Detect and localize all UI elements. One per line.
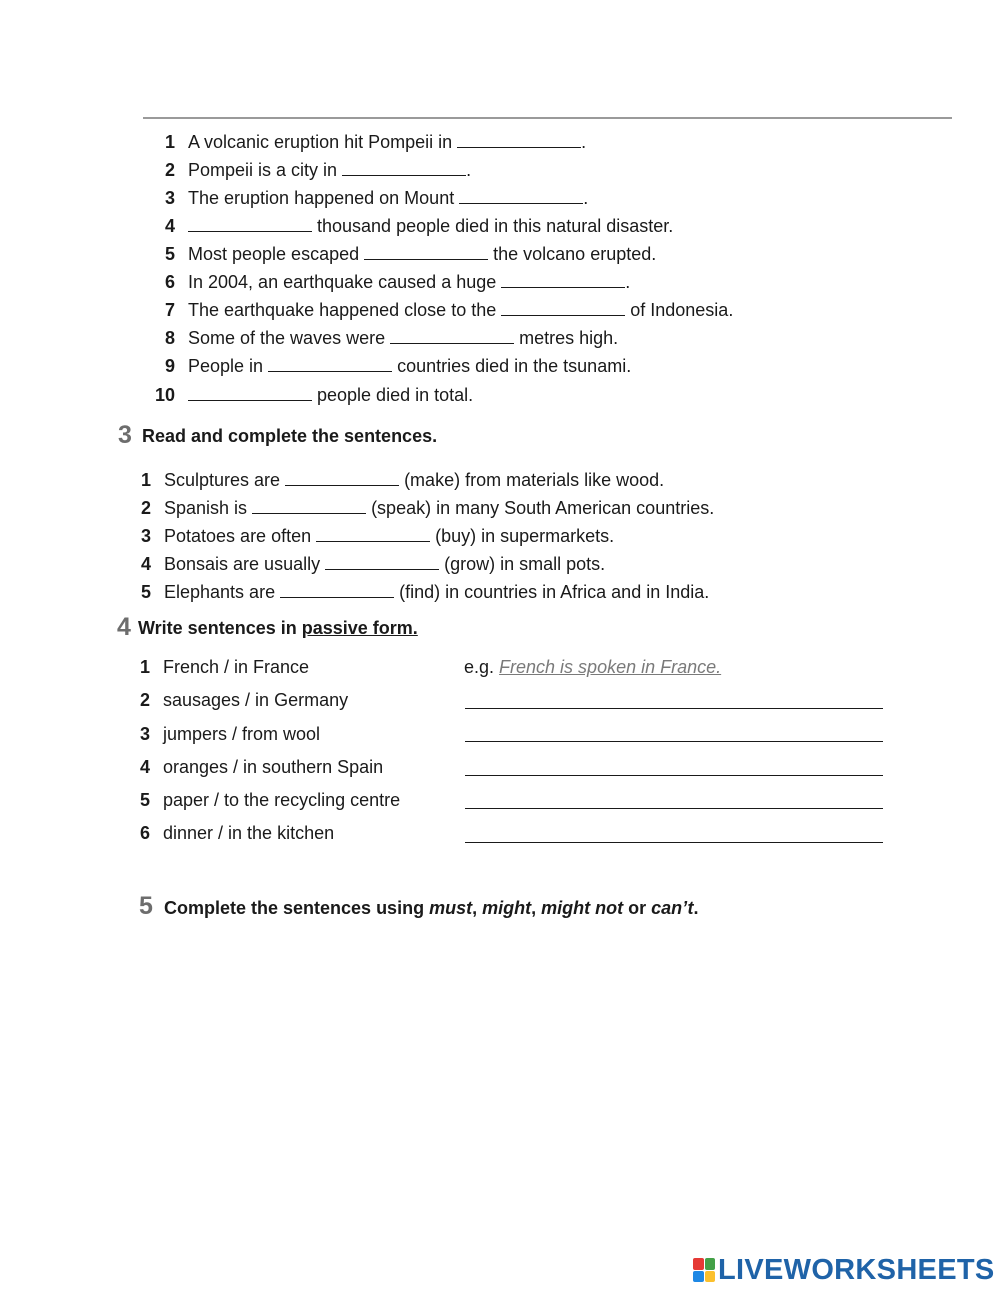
section-number: 3 xyxy=(118,421,132,449)
answer-blank[interactable] xyxy=(316,525,430,542)
item-text: The eruption happened on Mount xyxy=(188,188,460,208)
logo-square xyxy=(693,1258,704,1270)
item-text: A volcanic eruption hit Pompeii in xyxy=(188,132,458,152)
answer-blank[interactable] xyxy=(188,215,312,232)
item-number: 9 xyxy=(164,356,175,376)
item-number: 5 xyxy=(140,582,151,602)
answer-line[interactable] xyxy=(465,842,883,843)
answer-line[interactable] xyxy=(465,775,883,776)
item-text: of Indonesia. xyxy=(625,300,734,320)
item-number: 1 xyxy=(164,132,175,152)
answer-blank[interactable] xyxy=(325,553,439,570)
answer-line[interactable] xyxy=(465,708,883,709)
item-text: . xyxy=(466,160,472,180)
item-text: . xyxy=(581,132,587,152)
item-text: thousand people died in this natural disaster. xyxy=(312,216,674,236)
section-title-text: Write sentences in xyxy=(138,618,302,638)
answer-blank[interactable] xyxy=(457,131,581,148)
item-number: 2 xyxy=(164,160,175,180)
item-prompt: dinner / in the kitchen xyxy=(163,823,335,843)
item-number: 8 xyxy=(164,328,175,348)
item-text: (speak) in many South American countries. xyxy=(366,498,715,518)
item-text: Bonsais are usually xyxy=(164,554,326,574)
section-title-underlined: passive form. xyxy=(301,618,418,638)
item-text: people died in total. xyxy=(312,385,474,405)
section-number: 5 xyxy=(139,892,153,920)
item-number: 10 xyxy=(154,385,175,405)
item-text: Sculptures are xyxy=(164,470,286,490)
item-text: . xyxy=(583,188,589,208)
answer-blank[interactable] xyxy=(280,581,394,598)
section-number: 4 xyxy=(117,613,131,641)
item-text: countries died in the tsunami. xyxy=(392,356,632,376)
item-number: 1 xyxy=(140,470,151,490)
answer-blank[interactable] xyxy=(188,384,312,401)
item-text: The earthquake happened close to the xyxy=(188,300,502,320)
separator: , xyxy=(531,898,542,918)
item-number: 5 xyxy=(164,244,175,264)
answer-line[interactable] xyxy=(465,741,883,742)
header-rule xyxy=(143,117,952,119)
item-number: 2 xyxy=(139,690,150,710)
item-text: Most people escaped xyxy=(188,244,365,264)
item-text: In 2004, an earthquake caused a huge xyxy=(188,272,502,292)
liveworksheets-logo xyxy=(693,1254,995,1286)
item-number: 3 xyxy=(164,188,175,208)
answer-blank[interactable] xyxy=(501,299,625,316)
answer-blank[interactable] xyxy=(268,355,392,372)
item-text: Spanish is xyxy=(164,498,253,518)
separator: . xyxy=(693,898,699,918)
section-title-text: Complete the sentences using xyxy=(164,898,430,918)
logo-square xyxy=(705,1271,716,1283)
item-number: 6 xyxy=(139,823,150,843)
answer-blank[interactable] xyxy=(285,469,399,486)
example-answer xyxy=(464,656,721,678)
item-prompt: French / in France xyxy=(163,657,310,677)
keyword: can’t xyxy=(651,898,694,918)
item-text: Some of the waves were xyxy=(188,328,391,348)
item-text: (buy) in supermarkets. xyxy=(430,526,615,546)
item-text: . xyxy=(625,272,631,292)
item-text: metres high. xyxy=(514,328,619,348)
logo-text: LIVEWORKSHEETS xyxy=(718,1253,995,1286)
item-number: 4 xyxy=(164,216,175,236)
keyword: must xyxy=(429,898,473,918)
logo-square xyxy=(705,1258,716,1270)
item-text: Elephants are xyxy=(164,582,281,602)
example-answer-text: French is spoken in France. xyxy=(499,657,722,677)
section-title: Read and complete the sentences. xyxy=(142,426,438,446)
answer-line[interactable] xyxy=(465,808,883,809)
item-number: 4 xyxy=(140,554,151,574)
answer-blank[interactable] xyxy=(501,271,625,288)
item-prompt: oranges / in southern Spain xyxy=(163,757,384,777)
item-number: 3 xyxy=(140,526,151,546)
answer-blank[interactable] xyxy=(390,327,514,344)
logo-icon xyxy=(693,1258,715,1282)
logo-square xyxy=(693,1271,704,1283)
separator: or xyxy=(623,898,652,918)
item-number: 5 xyxy=(139,790,150,810)
item-text: Potatoes are often xyxy=(164,526,317,546)
keyword: might not xyxy=(541,898,624,918)
keyword: might xyxy=(482,898,532,918)
item-text: the volcano erupted. xyxy=(488,244,657,264)
answer-blank[interactable] xyxy=(252,497,366,514)
item-text: Pompeii is a city in xyxy=(188,160,343,180)
item-number: 2 xyxy=(140,498,151,518)
answer-blank[interactable] xyxy=(364,243,488,260)
answer-blank[interactable] xyxy=(342,159,466,176)
item-number: 4 xyxy=(139,757,150,777)
item-text: (find) in countries in Africa and in India. xyxy=(394,582,710,602)
item-number: 3 xyxy=(139,724,150,744)
item-prompt: jumpers / from wool xyxy=(163,724,321,744)
item-number: 6 xyxy=(164,272,175,292)
example-prefix: e.g. xyxy=(464,657,500,677)
item-number: 7 xyxy=(164,300,175,320)
separator: , xyxy=(472,898,483,918)
item-prompt: paper / to the recycling centre xyxy=(163,790,401,810)
section-title xyxy=(164,897,698,919)
item-number: 1 xyxy=(139,657,150,677)
item-text: (make) from materials like wood. xyxy=(399,470,665,490)
section-title xyxy=(138,617,418,639)
answer-blank[interactable] xyxy=(459,187,583,204)
item-prompt: sausages / in Germany xyxy=(163,690,349,710)
item-text: (grow) in small pots. xyxy=(439,554,606,574)
item-text: People in xyxy=(188,356,269,376)
